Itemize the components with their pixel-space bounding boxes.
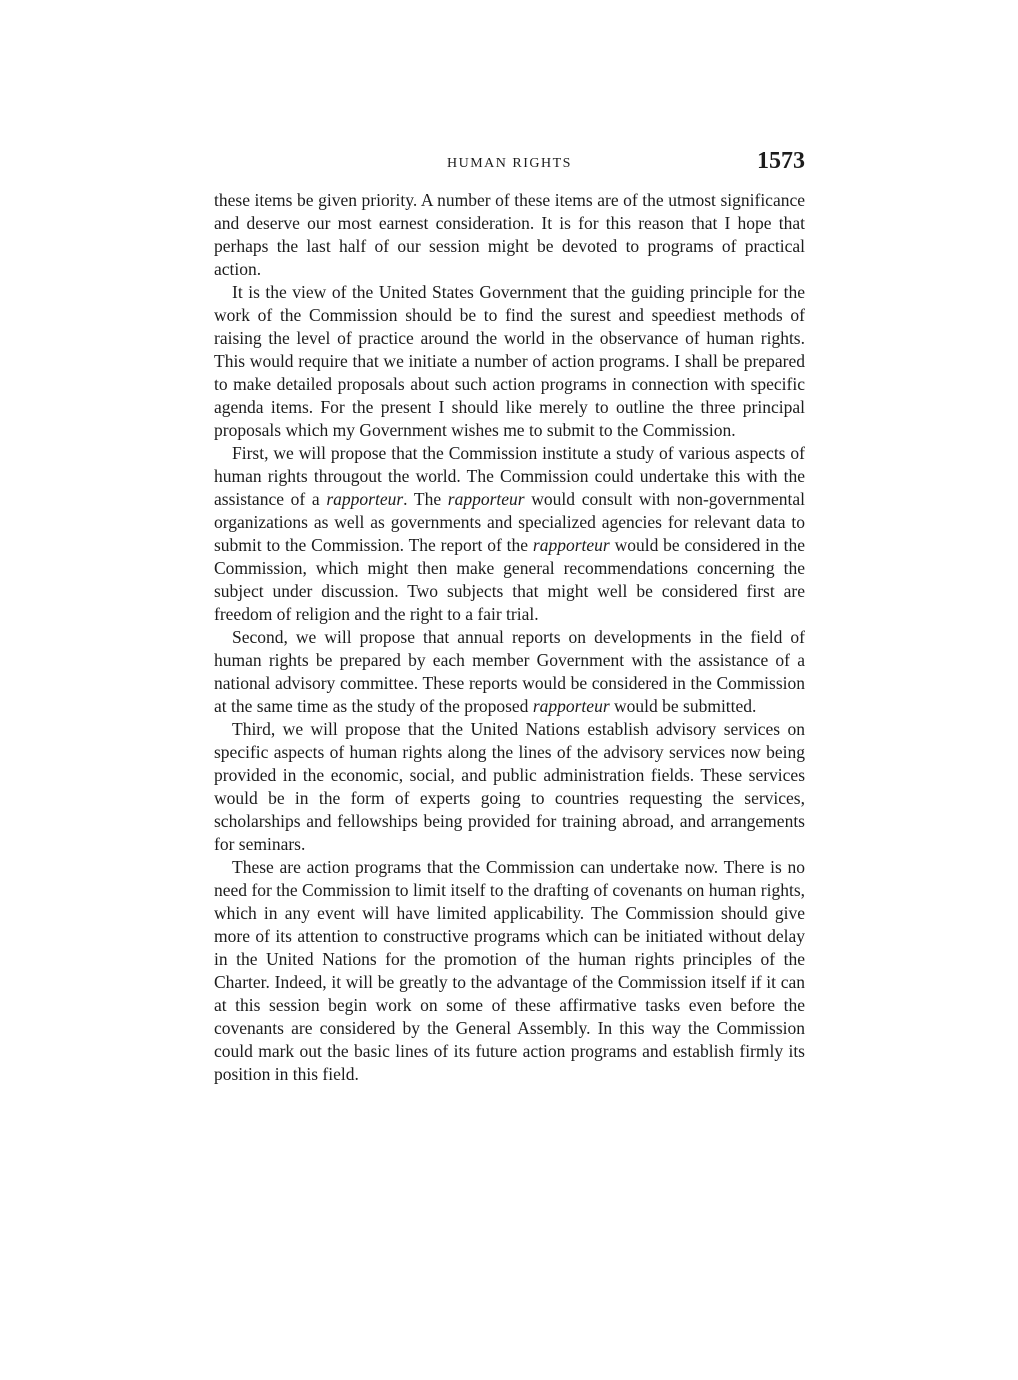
paragraph-text: First, we will propose that the Commission institute a study of various aspects of human rights througout the world. The Commission could undertake this with the assistance of a xyxy=(214,443,805,509)
paragraph-text: Second, we will propose that annual reports on developments in the field of human rights be prepared by each member Government with the assistance of a national advisory committee. These reports would be considered in the Commission at the same time as the study of the proposed xyxy=(214,627,805,716)
paragraph xyxy=(214,626,805,718)
italic-term: rapporteur xyxy=(326,489,404,509)
paragraph-text: Third, we will propose that the United Nations establish advisory services on specific aspects of human rights along the lines of the advisory services now being provided in the economic, social, and public administration fields. These services would be in the form of experts going to countries requesting the services, scholarships and fellowships being provided for training abroad, and arrangements for seminars. xyxy=(214,719,805,854)
paragraph xyxy=(214,856,805,1086)
paragraph xyxy=(214,281,805,442)
paragraph-text: It is the view of the United States Government that the guiding principle for the work of the Commission should be to find the surest and speediest methods of raising the level of practice around the world in the observance of human rights. This would require that we initiate a number of action programs. I shall be prepared to make detailed proposals about such action programs in connection with specific agenda items. For the present I should like merely to outline the three principal proposals which my Government wishes me to submit to the Commission. xyxy=(214,282,805,440)
italic-term: rapporteur xyxy=(532,535,610,555)
paragraph-text: would be considered in the Commission, which might then make general recommendations concerning the subject under discussion. Two subjects that might well be considered first are freedom of religion and the right to a fair trial. xyxy=(214,535,806,624)
paragraph xyxy=(214,718,805,856)
paragraph-text: . The xyxy=(403,489,448,509)
paragraph xyxy=(214,189,805,281)
italic-term: rapporteur xyxy=(532,696,610,716)
page-number: 1573 xyxy=(757,148,805,174)
paragraph xyxy=(214,442,805,626)
paragraph-text: would be submitted. xyxy=(609,696,757,716)
paragraph-text: would consult with non-governmental organizations as well as governments and specialized agencies for relevant data to submit to the Commission. The report of the xyxy=(214,489,805,555)
body-text xyxy=(214,189,805,1086)
running-title: HUMAN RIGHTS xyxy=(447,156,572,171)
paragraph-text: these items be given priority. A number of these items are of the utmost significance and deserve our most earnest consideration. It is for this reason that I hope that perhaps the last half of our session might be devoted to programs of practical action. xyxy=(214,190,805,279)
italic-term: rapporteur xyxy=(447,489,525,509)
paragraph-text: These are action programs that the Commission can undertake now. There is no need for the Commission to limit itself to the drafting of covenants on human rights, which in any event will have limited applicability. The Commission should give more of its attention to constructive programs which can be initiated without delay in the United Nations for the promotion of the human rights principles of the Charter. Indeed, it will be greatly to the advantage of the Commission itself if it can at this session begin work on some of these affirmative tasks even before the covenants are considered by the General Assembly. In this way the Commission could mark out the basic lines of its future action programs and establish firmly its position in this field. xyxy=(214,857,805,1084)
running-head xyxy=(214,148,805,180)
